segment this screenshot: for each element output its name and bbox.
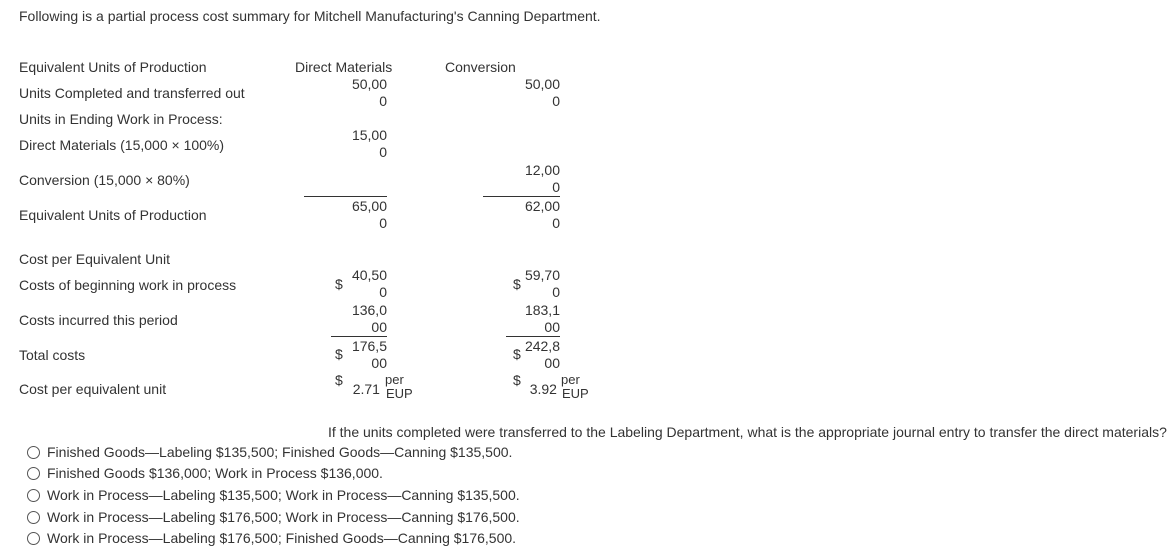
dm-eup-value: 65,00 0 xyxy=(351,198,387,231)
row-label-total-costs: Total costs xyxy=(19,347,86,363)
dm-beg-dollar: $ xyxy=(335,276,343,292)
radio-button[interactable] xyxy=(27,467,40,480)
conv-cost-per-dollar: $ xyxy=(513,372,521,388)
row-label-units-ending-wip: Units in Ending Work in Process: xyxy=(19,111,223,127)
dm-per-label: per xyxy=(385,372,404,387)
answer-option-2[interactable] xyxy=(27,465,383,481)
conv-cost-per-value: 3.92 xyxy=(529,381,557,397)
radio-button[interactable] xyxy=(27,489,40,502)
row-label-units-completed: Units Completed and transferred out xyxy=(19,85,245,101)
conv-total-value: 242,8 00 xyxy=(524,338,560,371)
conv-ending-value: 12,00 0 xyxy=(524,162,560,195)
dm-beg-value: 40,50 0 xyxy=(351,267,387,300)
radio-button[interactable] xyxy=(27,532,40,545)
conv-eup-value: 62,00 0 xyxy=(524,198,560,231)
question-text: If the units completed were transferred to the Labeling Department, what is the appropriate journal entry to transfer the direct materials? xyxy=(328,424,1167,440)
dm-eup-label: EUP xyxy=(386,386,413,401)
dm-ending-value: 15,00 0 xyxy=(351,127,387,160)
answer-option-1[interactable] xyxy=(27,444,512,460)
answer-option-5[interactable] xyxy=(27,530,516,546)
answer-option-3[interactable] xyxy=(27,487,520,503)
conv-beg-value: 59,70 0 xyxy=(524,267,560,300)
radio-button[interactable] xyxy=(27,511,40,524)
conv-eup-label: EUP xyxy=(562,386,589,401)
dm-subtotal-rule xyxy=(304,196,387,197)
row-label-cost-per-eu: Cost per equivalent unit xyxy=(19,381,167,397)
dm-cost-per-value: 2.71 xyxy=(352,381,380,397)
answer-option-label: Finished Goods $136,000; Work in Process $136,000. xyxy=(47,465,383,481)
row-label-eup-total: Equivalent Units of Production xyxy=(19,207,207,223)
conv-completed-value: 50,00 0 xyxy=(524,76,560,109)
dm-total-rule xyxy=(331,336,387,337)
intro-text: Following is a partial process cost summary for Mitchell Manufacturing's Canning Department. xyxy=(19,8,601,24)
answer-option-label: Finished Goods—Labeling $135,500; Finished Goods—Canning $135,500. xyxy=(47,444,513,460)
dm-incurred-value: 136,0 00 xyxy=(351,302,387,335)
conv-total-rule xyxy=(506,336,560,337)
conv-incurred-value: 183,1 00 xyxy=(524,302,560,335)
dm-total-value: 176,5 00 xyxy=(351,338,387,371)
answer-option-4[interactable] xyxy=(27,509,520,525)
dm-cost-per-eu xyxy=(335,372,413,401)
conv-beg-dollar: $ xyxy=(513,276,521,292)
dm-total-dollar: $ xyxy=(335,346,343,362)
answer-option-label: Work in Process—Labeling $176,500; Work in Process—Canning $176,500. xyxy=(47,509,520,525)
answer-option-label: Work in Process—Labeling $176,500; Finished Goods—Canning $176,500. xyxy=(47,530,517,546)
dm-completed-value: 50,00 0 xyxy=(351,76,387,109)
row-label-dm-ending: Direct Materials (15,000 × 100%) xyxy=(19,137,225,153)
conv-total-dollar: $ xyxy=(513,346,521,362)
row-label-conv-ending: Conversion (15,000 × 80%) xyxy=(19,172,190,188)
conv-subtotal-rule xyxy=(483,196,560,197)
row-label-cost-per-eu-header: Cost per Equivalent Unit xyxy=(19,251,170,267)
row-label-costs-incurred: Costs incurred this period xyxy=(19,312,178,328)
answer-option-label: Work in Process—Labeling $135,500; Work in Process—Canning $135,500. xyxy=(47,487,520,503)
conv-per-label: per xyxy=(561,372,580,387)
column-header-direct-materials: Direct Materials xyxy=(295,59,393,75)
row-label-eup-header: Equivalent Units of Production xyxy=(19,59,207,75)
column-header-conversion: Conversion xyxy=(445,59,516,75)
conv-cost-per-eu xyxy=(513,372,589,401)
dm-cost-per-dollar: $ xyxy=(335,372,343,388)
row-label-beg-wip-costs: Costs of beginning work in process xyxy=(19,277,237,293)
radio-button[interactable] xyxy=(27,446,40,459)
